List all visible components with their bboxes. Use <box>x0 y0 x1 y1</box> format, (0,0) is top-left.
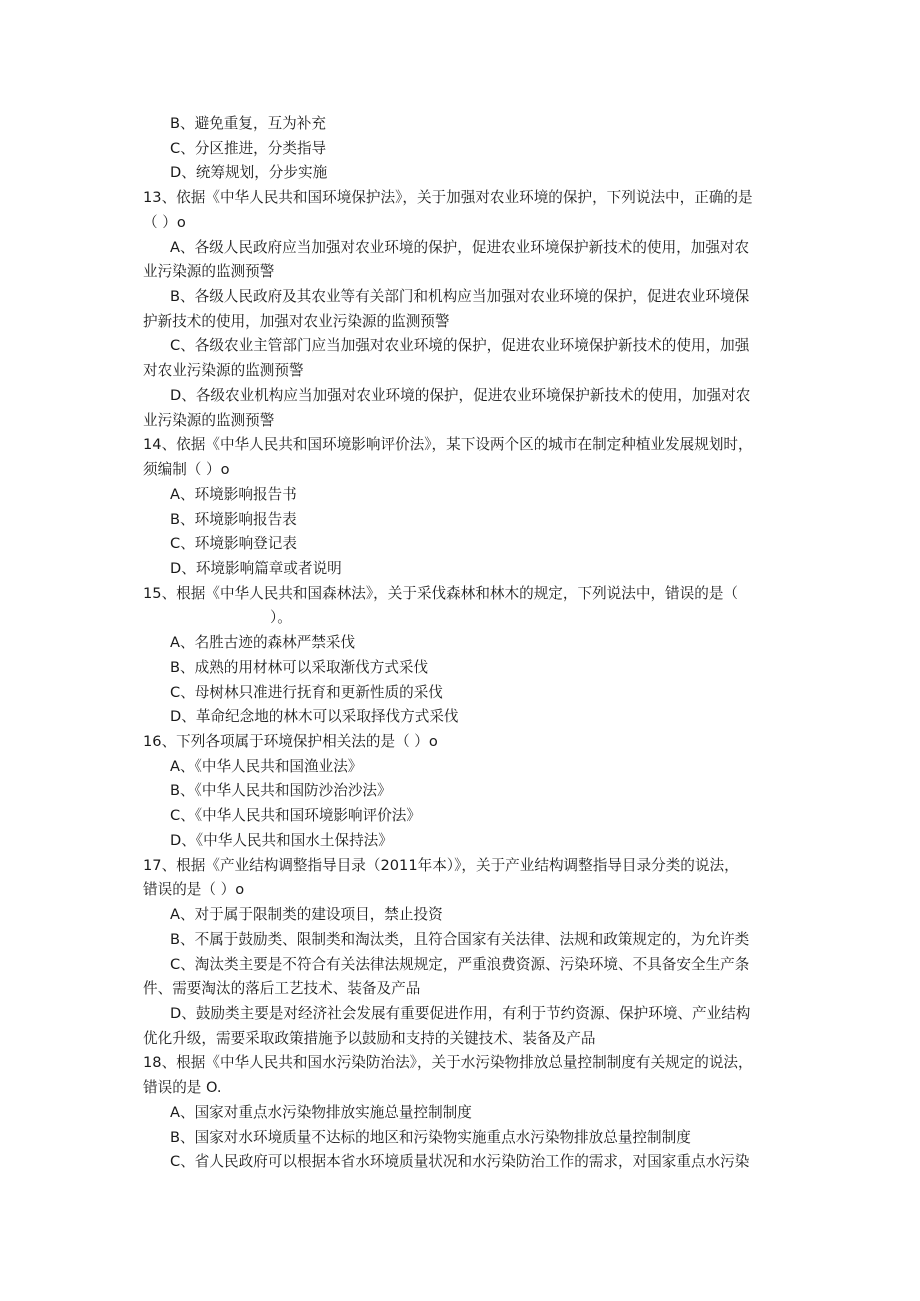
question-line: 15、根据《中华人民共和国森林法》，关于采伐森林和林木的规定，下列说法中，错误的是（ <box>143 585 739 602</box>
continuation-line: 业污染源的监测预警 <box>143 263 275 280</box>
option-line: B、成熟的用材林可以采取渐伐方式采伐 <box>170 659 429 676</box>
option-line: A、国家对重点水污染物排放实施总量控制制度 <box>170 1104 472 1121</box>
option-line: B、国家对水环境质量不达标的地区和污染物实施重点水污染物排放总量控制制度 <box>170 1129 691 1146</box>
continuation-line: 优化升级，需要采取政策措施予以鼓励和支持的关键技术、装备及产品 <box>143 1030 596 1047</box>
option-line: A、各级人民政府应当加强对农业环境的保护，促进农业环境保护新技术的使用，加强对农 <box>170 239 750 256</box>
option-line: D、统筹规划，分步实施 <box>170 164 328 181</box>
option-line: A、对于属于限制类的建设项目，禁止投资 <box>170 906 443 923</box>
option-line: D、《中华人民共和国水土保持法》 <box>170 832 393 849</box>
question-line: 17、根据《产业结构调整指导目录（2011年本）》，关于产业结构调整指导目录分类的说法， <box>143 857 739 874</box>
option-line: C、环境影响登记表 <box>170 535 297 552</box>
continuation-line: 护新技术的使用，加强对农业污染源的监测预警 <box>143 313 450 330</box>
option-line: D、各级农业机构应当加强对农业环境的保护，促进农业环境保护新技术的使用，加强对农 <box>170 387 751 404</box>
continuation-line: 对农业污染源的监测预警 <box>143 362 304 379</box>
continuation-line: 错误的是 O. <box>143 1079 222 1096</box>
option-line: B、各级人民政府及其农业等有关部门和机构应当加强对农业环境的保护，促进农业环境保 <box>170 288 750 305</box>
continuation-line: 业污染源的监测预警 <box>143 412 275 429</box>
continuation-line: （ ）o <box>143 214 186 231</box>
option-line: D、鼓励类主要是对经济社会发展有重要促进作用，有利于节约资源、保护环境、产业结构 <box>170 1005 751 1022</box>
question-line: 16、下列各项属于环境保护相关法的是（ ）o <box>143 733 438 750</box>
option-line: B、环境影响报告表 <box>170 511 297 528</box>
continuation-line: 件、需要淘汰的落后工艺技术、装备及产品 <box>143 980 421 997</box>
continuation-line: ）。 <box>270 609 292 626</box>
continuation-line: 须编制（ ）o <box>143 461 230 478</box>
question-line: 14、依据《中华人民共和国环境影响评价法》，某下设两个区的城市在制定种植业发展规划时， <box>143 436 753 453</box>
option-line: C、各级农业主管部门应当加强对农业环境的保护，促进农业环境保护新技术的使用，加强 <box>170 337 750 354</box>
option-line: B、不属于鼓励类、限制类和淘汰类，且符合国家有关法律、法规和政策规定的，为允许类 <box>170 931 750 948</box>
option-line: B、《中华人民共和国防沙治沙法》 <box>170 782 392 799</box>
option-line: D、环境影响篇章或者说明 <box>170 560 342 577</box>
option-line: C、分区推进，分类指导 <box>170 140 327 157</box>
question-line: 13、依据《中华人民共和国环境保护法》，关于加强对农业环境的保护，下列说法中，正确的是 <box>143 189 753 206</box>
question-line: 18、根据《中华人民共和国水污染防治法》，关于水污染物排放总量控制制度有关规定的说法， <box>143 1054 753 1071</box>
option-line: B、避免重复，互为补充 <box>170 115 326 132</box>
option-line: D、革命纪念地的林木可以采取择伐方式采伐 <box>170 708 459 725</box>
option-line: C、母树林只准进行抚育和更新性质的采伐 <box>170 684 443 701</box>
option-line: A、名胜古迹的森林严禁采伐 <box>170 634 356 651</box>
option-line: A、《中华人民共和国渔业法》 <box>170 758 363 775</box>
option-line: C、省人民政府可以根据本省水环境质量状况和水污染防治工作的需求，对国家重点水污染 <box>170 1153 750 1170</box>
option-line: C、《中华人民共和国环境影响评价法》 <box>170 807 421 824</box>
option-line: A、环境影响报告书 <box>170 486 297 503</box>
continuation-line: 错误的是（ ）o <box>143 881 245 898</box>
option-line: C、淘汰类主要是不符合有关法律法规规定，严重浪费资源、污染环境、不具备安全生产条 <box>170 956 750 973</box>
